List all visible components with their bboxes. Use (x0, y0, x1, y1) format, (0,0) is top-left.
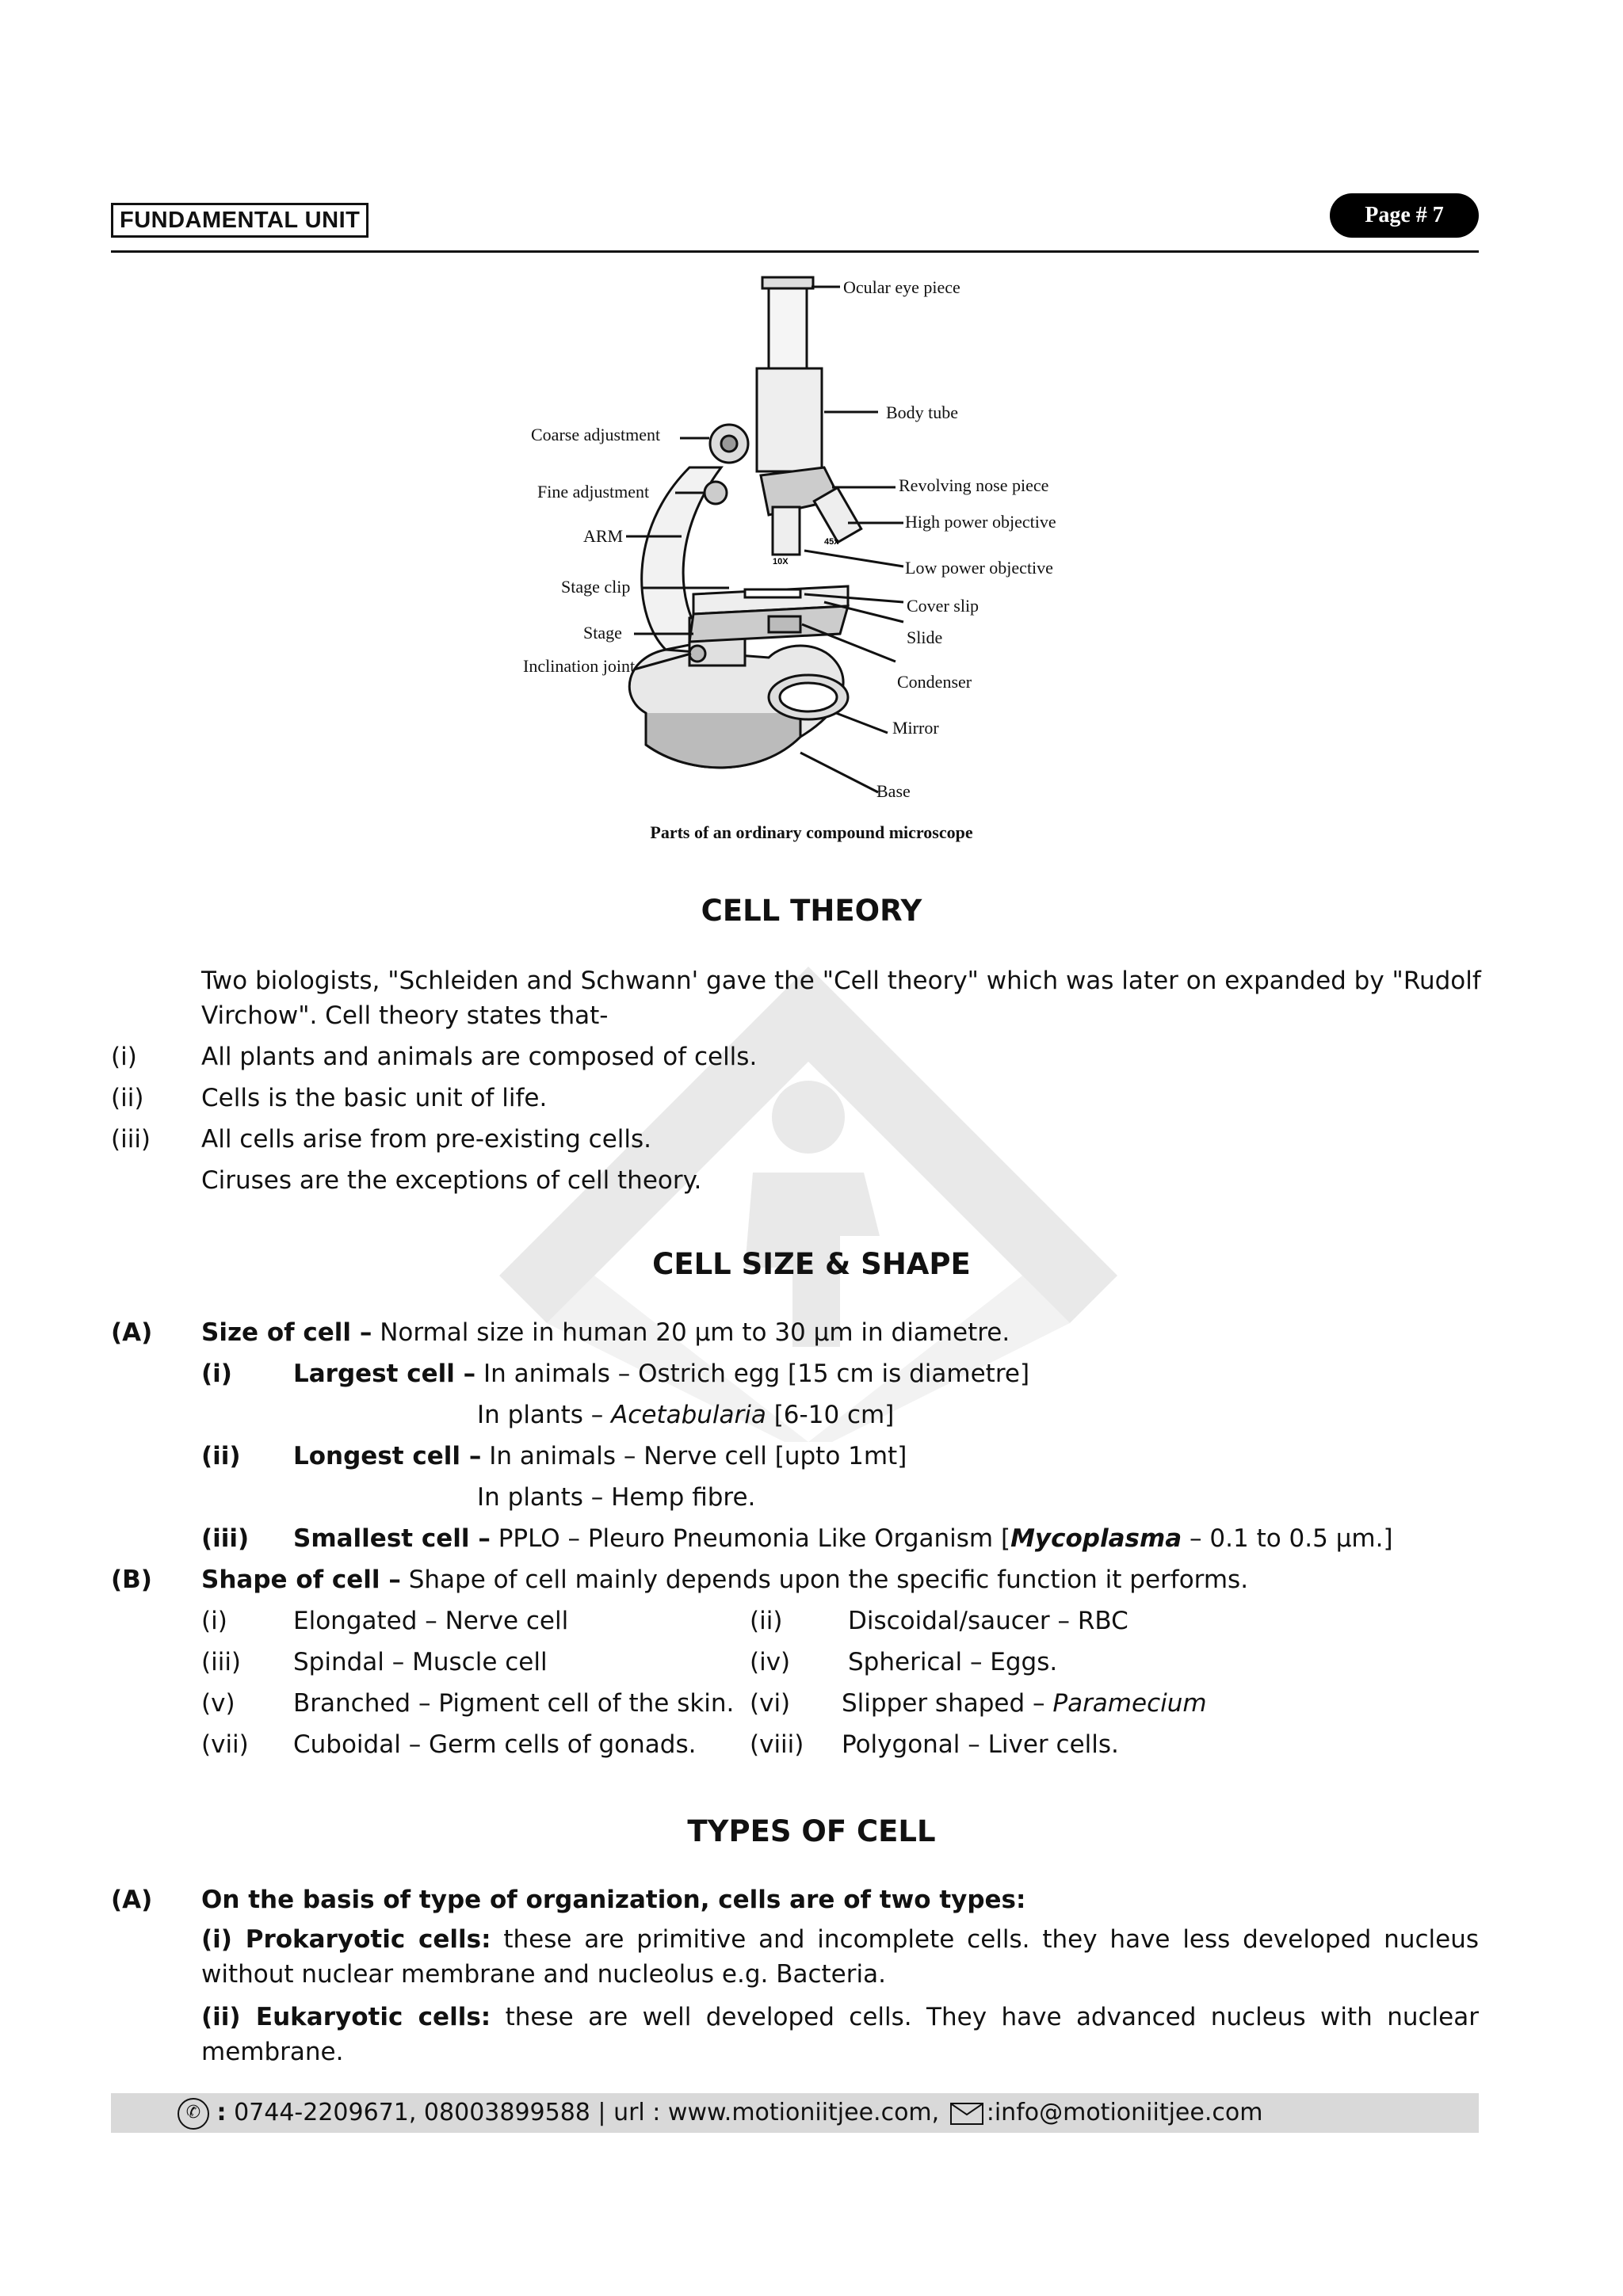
shape-number: (vi) (750, 1689, 791, 1718)
label-coarse-adjustment: Coarse adjustment (531, 425, 661, 444)
shape-number: (vii) (201, 1730, 249, 1759)
shape-text: Discoidal/saucer – RBC (848, 1607, 1128, 1635)
label-high-power-objective: High power objective (905, 512, 1056, 532)
largest-cell-plants-line (477, 1398, 894, 1432)
largest-cell-plants-pre: In plants – (477, 1401, 612, 1429)
longest-cell-plants: In plants – Hemp fibre. (477, 1483, 756, 1512)
shape-text: Spherical – Eggs. (848, 1648, 1058, 1676)
item-label-b: (B) (111, 1566, 152, 1594)
smallest-cell-title: Smallest cell – (293, 1524, 491, 1553)
item-label-a: (A) (111, 1318, 153, 1347)
section-title: FUNDAMENTAL UNIT (111, 203, 369, 238)
label-revolving-nose-piece: Revolving nose piece (899, 475, 1049, 495)
shape-text: Spindal – Muscle cell (293, 1648, 548, 1676)
largest-cell-number: (i) (201, 1360, 232, 1388)
largest-cell-plants-post: [6-10 cm] (766, 1401, 895, 1429)
prokaryotic-paragraph (201, 1922, 1479, 1992)
shape-text: Polygonal – Liver cells. (842, 1730, 1119, 1759)
largest-cell-line (293, 1356, 1029, 1391)
label-arm: ARM (583, 526, 624, 546)
label-base: Base (876, 781, 911, 801)
label-condenser: Condenser (897, 672, 972, 692)
shape-number: (ii) (750, 1607, 783, 1635)
size-of-cell-title: Size of cell – (201, 1318, 372, 1347)
shape-of-cell-title: Shape of cell – (201, 1566, 401, 1594)
cell-theory-exception: Ciruses are the exceptions of cell theory. (201, 1166, 702, 1195)
largest-cell-plants-italic: Acetabularia (611, 1401, 766, 1429)
shape-of-cell-line (201, 1562, 1248, 1597)
point-number: (i) (111, 1043, 137, 1071)
shape-number: (iv) (750, 1648, 791, 1676)
types-subtitle: On the basis of type of organization, cells are of two types: (201, 1886, 1026, 1914)
eukaryotic-title: (ii) Eukaryotic cells: (201, 2003, 491, 2031)
longest-cell-text: In animals – Nerve cell [upto 1mt] (481, 1442, 907, 1470)
prokaryotic-title: (i) Prokaryotic cells: (201, 1925, 491, 1954)
footer-phones-url: 0744-2209671, 08003899588 | url : www.motioniitjee.com, (226, 2099, 947, 2126)
point-number: (ii) (111, 1084, 144, 1112)
shape-text: Slipper shaped – (842, 1689, 1053, 1718)
longest-cell-title: Longest cell – (293, 1442, 482, 1470)
shape-number: (i) (201, 1607, 227, 1635)
label-inclination-joint: Inclination joint (523, 656, 636, 676)
footer-email: :info@motioniitjee.com (986, 2099, 1263, 2126)
cell-theory-intro-line2: Virchow". Cell theory states that- (201, 1001, 609, 1030)
eukaryotic-text: these are well developed cells. They have advanced nucleus with nuclear membrane. (201, 2003, 1479, 2066)
shape-number: (iii) (201, 1648, 242, 1676)
largest-cell-title: Largest cell – (293, 1360, 476, 1388)
largest-cell-text: In animals – Ostrich egg [15 cm is diametre] (475, 1360, 1030, 1388)
size-of-cell-text: Normal size in human 20 μm to 30 μm in diametre. (372, 1318, 1010, 1347)
heading-cell-size-shape: CELL SIZE & SHAPE (652, 1247, 971, 1281)
label-ocular: Ocular eye piece (843, 277, 960, 297)
label-fine-adjustment: Fine adjustment (537, 482, 650, 502)
magnification-45x-label: 45x (824, 537, 839, 547)
smallest-cell-number: (iii) (201, 1524, 250, 1553)
eukaryotic-paragraph (201, 2000, 1479, 2069)
email-icon (950, 2103, 983, 2125)
shape-text-italic: Paramecium (1052, 1689, 1207, 1718)
point-text: All cells arise from pre-existing cells. (201, 1125, 651, 1154)
point-number: (iii) (111, 1125, 151, 1154)
point-text: Cells is the basic unit of life. (201, 1084, 548, 1112)
shape-line (842, 1686, 1207, 1721)
heading-types-of-cell: TYPES OF CELL (687, 1814, 936, 1848)
shape-number: (viii) (750, 1730, 804, 1759)
label-body-tube: Body tube (886, 402, 959, 422)
shape-of-cell-text: Shape of cell mainly depends upon the specific function it performs. (400, 1566, 1249, 1594)
size-of-cell-line (201, 1315, 1010, 1350)
cell-theory-intro-line1: Two biologists, "Schleiden and Schwann' gave the "Cell theory" which was later on expanded by "Rudolf (201, 967, 1481, 995)
label-mirror: Mirror (892, 718, 939, 738)
smallest-cell-line (293, 1521, 1393, 1556)
smallest-cell-mycoplasma: Mycoplasma (1010, 1524, 1182, 1553)
page-number-badge: Page # 7 (1330, 193, 1479, 238)
shape-text: Cuboidal – Germ cells of gonads. (293, 1730, 697, 1759)
point-text: All plants and animals are composed of cells. (201, 1043, 758, 1071)
phone-icon: ✆ (178, 2098, 209, 2130)
label-slide: Slide (907, 627, 943, 647)
smallest-cell-text-post: – 0.1 to 0.5 μm.] (1182, 1524, 1393, 1553)
longest-cell-line (293, 1439, 907, 1474)
header-divider (111, 250, 1479, 253)
shape-number: (v) (201, 1689, 235, 1718)
shape-text: Elongated – Nerve cell (293, 1607, 569, 1635)
footer-colon: : (216, 2099, 227, 2126)
shape-text: Branched – Pigment cell of the skin. (293, 1689, 735, 1718)
label-low-power-objective: Low power objective (905, 558, 1053, 578)
figure-caption: Parts of an ordinary compound microscope (650, 822, 973, 842)
smallest-cell-text-pre: PPLO – Pleuro Pneumonia Like Organism [ (490, 1524, 1011, 1553)
label-cover-slip: Cover slip (907, 596, 980, 616)
label-stage: Stage (583, 623, 622, 643)
heading-cell-theory: CELL THEORY (701, 894, 922, 928)
longest-cell-number: (ii) (201, 1442, 241, 1470)
prokaryotic-text: these are primitive and incomplete cells. they have less developed nucleus without nuclear membrane and nucleolus e.g. Bacteria. (201, 1925, 1479, 1989)
label-stage-clip: Stage clip (561, 577, 631, 597)
footer-contact (178, 2096, 1262, 2130)
item-label-a: (A) (111, 1886, 153, 1914)
magnification-10x-label: 10X (773, 557, 789, 566)
